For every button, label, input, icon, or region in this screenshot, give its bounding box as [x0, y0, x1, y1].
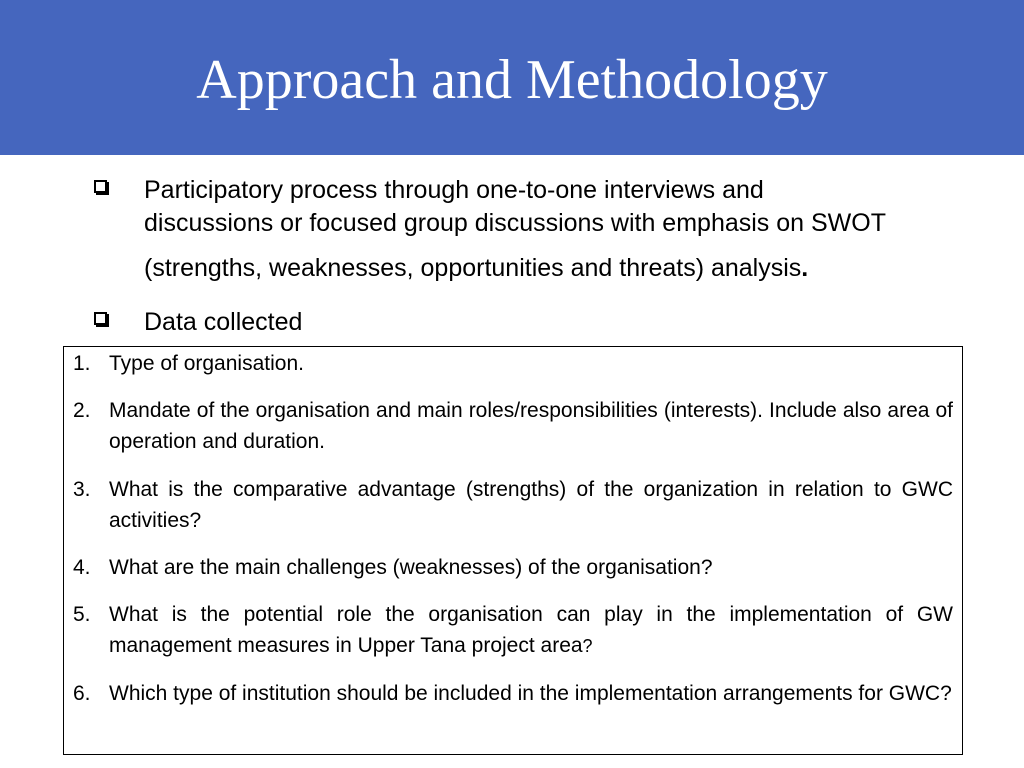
bullet-line-last: [144, 252, 954, 285]
list-item: [73, 599, 953, 662]
bullet-period: .: [801, 254, 809, 282]
bullet-text: Data collected: [144, 308, 303, 336]
list-item-text: Mandate of the organisation and main roles/responsibilities (interests). Include also area of operation and duration.: [109, 399, 953, 453]
list-item-number: 2.: [73, 399, 91, 422]
checkbox-square-icon: [94, 180, 107, 193]
bullet-line: (strengths, weaknesses, opportunities and threats) analysis: [144, 254, 802, 282]
list-item-text: Which type of institution should be included in the implementation arrangements for GWC?: [109, 682, 952, 705]
list-item: [73, 678, 953, 709]
bullet-text: [144, 174, 954, 285]
list-item: [73, 348, 953, 379]
list-item-question-mark: ?: [582, 636, 593, 656]
list-item-number: 4.: [73, 556, 91, 579]
bullet-line: discussions or focused group discussions with emphasis on SWOT: [144, 209, 886, 237]
list-item-text: What is the comparative advantage (strengths) of the organization in relation to GWC activities?: [109, 478, 953, 532]
list-item-number: 3.: [73, 478, 91, 501]
list-item-text-wrap: [109, 599, 953, 662]
data-collected-list: [63, 346, 963, 755]
checkbox-square-icon: [94, 312, 107, 325]
bullet-line: Participatory process through one-to-one interviews and: [144, 176, 764, 204]
list-item-text: What are the main challenges (weaknesses) of the organisation?: [109, 556, 713, 579]
list-item: [73, 395, 953, 457]
list-item-number: 6.: [73, 682, 91, 705]
list-item-number: 5.: [73, 603, 91, 626]
list-item-text: What is the potential role the organisation can play in the implementation of GW management measures in Upper Tana project area: [109, 603, 953, 657]
bullet-participatory-process: [94, 174, 954, 285]
list-item-text: Type of organisation.: [109, 352, 304, 375]
list-item: [73, 474, 953, 536]
list-item: [73, 552, 953, 583]
slide-title: Approach and Methodology: [196, 49, 828, 111]
bullet-data-collected: [94, 306, 954, 339]
list-item-number: 1.: [73, 352, 91, 375]
